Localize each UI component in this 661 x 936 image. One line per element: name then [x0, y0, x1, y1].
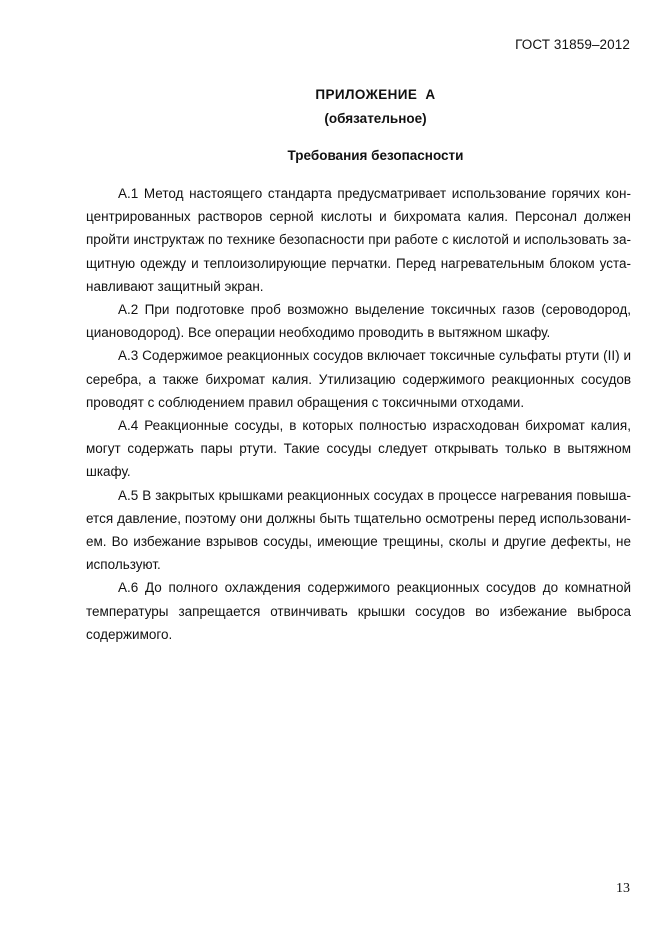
annex-title: ПРИЛОЖЕНИЕ А: [315, 87, 436, 102]
paragraph-a6: А.6 До полного охлаждения содержимого реакционных сосудов до комнатной температуры запрещается отвинчивать крышки сосудов во избежание выброса содержимого.: [86, 580, 631, 642]
annex-status: (обязательное): [324, 111, 427, 126]
section-title: Требования безопасности: [287, 148, 464, 163]
paragraph-a4: А.4 Реакционные сосуды, в которых полностью израсходован бихромат калия, могут содержать пары ртути. Такие сосуды следует открывать только в вытяжном шкафу.: [86, 418, 631, 480]
paragraph-a5: А.5 В закрытых крышками реакционных сосудах в процессе нагревания повышается давление, поэтому они должны быть тщательно осмотрены перед использованием. Во избежание взрывов сосуды, имеющие трещины, сколы и другие дефекты, не используют.: [86, 487, 631, 573]
paragraph-a3: А.3 Содержимое реакционных сосудов включает токсичные сульфаты ртути (II) и серебра, а также бихромат калия. Утилизацию содержимого реакционных сосудов проводят с соблюдением правил обращения с токсичными отходами.: [86, 348, 631, 410]
paragraph-a1: А.1 Метод настоящего стандарта предусматривает использование горячих концентрированных растворов серной кислоты и бихромата калия. Персонал должен пройти инструктаж по технике безопасности при работе с кислотой и использовать защитную одежду и теплоизолирующие перчатки. Перед нагревательным блоком устанавливают защитный экран.: [86, 186, 631, 294]
page-number: 13: [616, 881, 630, 896]
paragraph-a2: А.2 При подготовке проб возможно выделение токсичных газов (сероводород, циановодород). Все операции необходимо проводить в вытяжном шкафу.: [86, 302, 631, 341]
body-text: [86, 182, 631, 646]
document-code: ГОСТ 31859–2012: [515, 37, 630, 52]
